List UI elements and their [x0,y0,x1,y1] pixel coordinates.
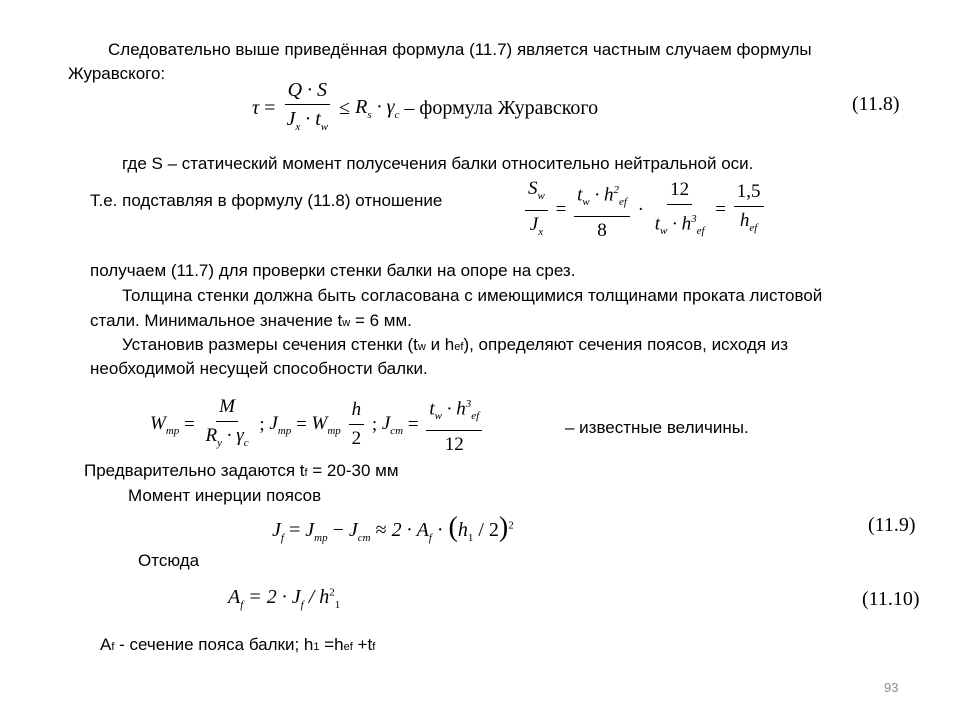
text-b: и h [425,335,455,354]
paragraph-set-line1 [122,333,788,359]
equation-number-11-9: (11.9) [868,514,916,536]
gamma: · γ [222,424,244,446]
num-M: M [216,395,238,422]
t-sub: w [434,410,442,423]
num-th3 [426,392,482,431]
semicolon-2: ; [371,413,378,435]
equation-number-11-10: (11.10) [862,588,920,610]
R-gamma [355,96,399,121]
den-w: w [320,121,329,133]
dot: · [436,519,449,541]
h-ef: ef [749,222,758,235]
h: · h [441,398,466,420]
equals-2: = [296,413,307,435]
num-th2 [574,178,630,217]
J-sub: f [300,599,304,611]
den-J [527,211,546,244]
equation-number-11-8: (11.8) [852,93,900,115]
text-d: +t [352,635,373,654]
num-12: 12 [667,178,692,205]
den-t: · t [300,108,321,130]
known-quantities-label: – известные величины. [565,418,749,437]
A-sub: f [240,599,244,611]
J-st [348,519,371,544]
paragraph-substitution: Т.е. подставляя в формулу (11.8) отношение [90,191,443,210]
slash-h: / h [303,586,330,608]
h-sq: 2 [329,586,335,599]
S: S [528,178,538,199]
formula-11-8 [252,78,598,139]
left-paren: ( [448,512,458,543]
S-w: w [537,189,545,202]
equals-1: = [555,199,567,221]
h: · h [667,213,692,235]
gamma-sub: c [394,109,400,121]
text-b: - сечение пояса балки; h [114,635,314,654]
equals: = [288,519,301,541]
sub-ef: ef [454,341,464,353]
text-b: = 20-30 мм [307,461,399,480]
formula-ratio [522,177,767,244]
paragraph-moment-of-inertia: Момент инерции поясов [128,486,322,505]
fraction-15-over-h [734,180,764,240]
den-R-gamma [203,422,252,455]
gamma: · γ [371,96,395,118]
fraction-QS-over-Jt [283,78,331,139]
J: J [272,519,281,541]
text-A: A [100,635,112,654]
t-w: w [582,195,590,208]
W2-sub: тр [327,424,341,437]
h: h [739,210,750,232]
paragraph-thickness-line1: Толщина стенки должна быть согласована с имеющимися толщинами проката листовой [122,286,823,305]
fraction-M-over-R [203,395,252,455]
sub-ef: ef [343,641,353,653]
den-th3 [652,205,708,243]
sub-f: f [304,467,308,479]
denominator [283,105,331,139]
sub-f: f [111,641,115,653]
den-J: J [286,108,296,130]
num-h: h [349,398,365,425]
paragraph-where-S: где S – статический момент полусечения балки относительно нейтральной оси. [122,154,754,173]
den-8: 8 [597,219,607,241]
equals-2J: = 2 · J [248,586,301,608]
dot: · [637,199,644,221]
text-b: = 6 мм. [350,311,412,330]
t-w: w [660,224,668,237]
t: t [429,398,435,420]
num-1-5: 1,5 [734,180,764,207]
paragraph-thickness-line2 [90,309,412,335]
text-c: =h [319,635,344,654]
paragraph-definitions [100,633,375,659]
fraction-th2-over-8 [574,178,630,243]
J: J [529,213,539,235]
J-sub: f [280,532,284,544]
h-sub: 1 [467,532,474,544]
semicolon-1: ; [259,413,265,435]
den-2: 2 [351,428,362,450]
numerator: Q · S [285,78,330,105]
text-a: стали. Минимальное значение t [90,311,343,330]
equals-sign: = [264,97,276,119]
den-h [737,207,760,240]
tau-symbol: τ [252,97,260,119]
J-x: x [538,225,544,238]
two-A: 2 · A [391,519,429,541]
J2: J [305,519,315,541]
J: J [269,412,278,434]
text-a: Предварительно задаются t [84,461,305,480]
paragraph-hence: Отсюда [138,551,200,570]
formula-11-9 [272,512,514,544]
h-cube: 3 [691,212,697,225]
W: W [150,412,166,434]
equals-1: = [184,413,195,435]
h-sub: 1 [334,599,341,611]
R-sub: y [217,436,222,449]
formula-known-quantities [150,392,485,457]
W-sub: тр [165,424,180,437]
text-a: Установив размеры сечения стенки (t [122,335,418,354]
right-paren: ) [498,512,509,543]
J3-sub: ст [357,532,371,544]
paragraph-set-line2: необходимой несущей способности балки. [90,359,428,378]
h: h [457,519,468,541]
equals-3: = [407,413,419,435]
J-sub: тр [277,424,292,437]
J-st [382,413,403,437]
fraction-h-over-2 [349,398,365,451]
gamma-sub: c [243,436,249,449]
h: · h [589,184,614,206]
J-st-sub: ст [390,424,404,437]
zhuravsky-label: – формула Журавского [404,97,599,119]
paragraph-preliminary [84,459,399,485]
R: R [355,96,368,118]
A-sub: f [428,532,432,544]
R: R [205,424,218,446]
fraction-12-over-th3 [652,178,708,243]
square: 2 [508,519,514,532]
t: t [577,184,583,206]
J3: J [348,519,358,541]
h-ef: ef [618,195,627,208]
formula-11-10 [228,586,340,611]
h-cube: 3 [465,398,472,410]
h-sq: 2 [613,183,619,196]
le-sign: ≤ [339,97,351,119]
J-f [272,519,284,544]
W2: W [311,412,328,434]
sub-w: w [342,317,351,329]
J-tr [305,519,328,544]
h-ef: ef [696,224,705,237]
t: t [654,213,660,235]
page-number: 93 [884,680,899,695]
slash-2: / 2 [473,519,499,541]
two-A-f [391,519,432,544]
approx: ≈ [375,519,387,541]
paragraph-intro-line2: Журавского: [68,64,166,83]
R-sub: s [367,109,372,121]
sub-1: 1 [313,641,320,653]
J2-sub: тр [314,532,328,544]
paragraph-intro-line1: Следовательно выше приведённая формула (11.7) является частным случаем формулы [108,40,812,59]
A: A [228,586,241,608]
J-tr [269,413,291,437]
text-c: ), определяют сечения поясов, исходя из [463,335,789,354]
h-sub: ef [471,410,480,423]
paragraph-get-11-7: получаем (11.7) для проверки стенки балки на опоре на срез. [90,261,576,280]
W-tr-2 [312,413,341,437]
J-st-J: J [381,412,391,434]
sub-f2: f [372,641,376,653]
equals-2: = [715,199,727,221]
fraction-S-over-J [525,177,548,244]
minus: − [332,519,344,541]
num-S [525,177,548,211]
sub-w: w [417,341,426,353]
den-12: 12 [444,434,464,456]
den-x: x [295,121,301,133]
W-tr [150,413,179,437]
fraction-th3-over-12 [426,392,482,457]
